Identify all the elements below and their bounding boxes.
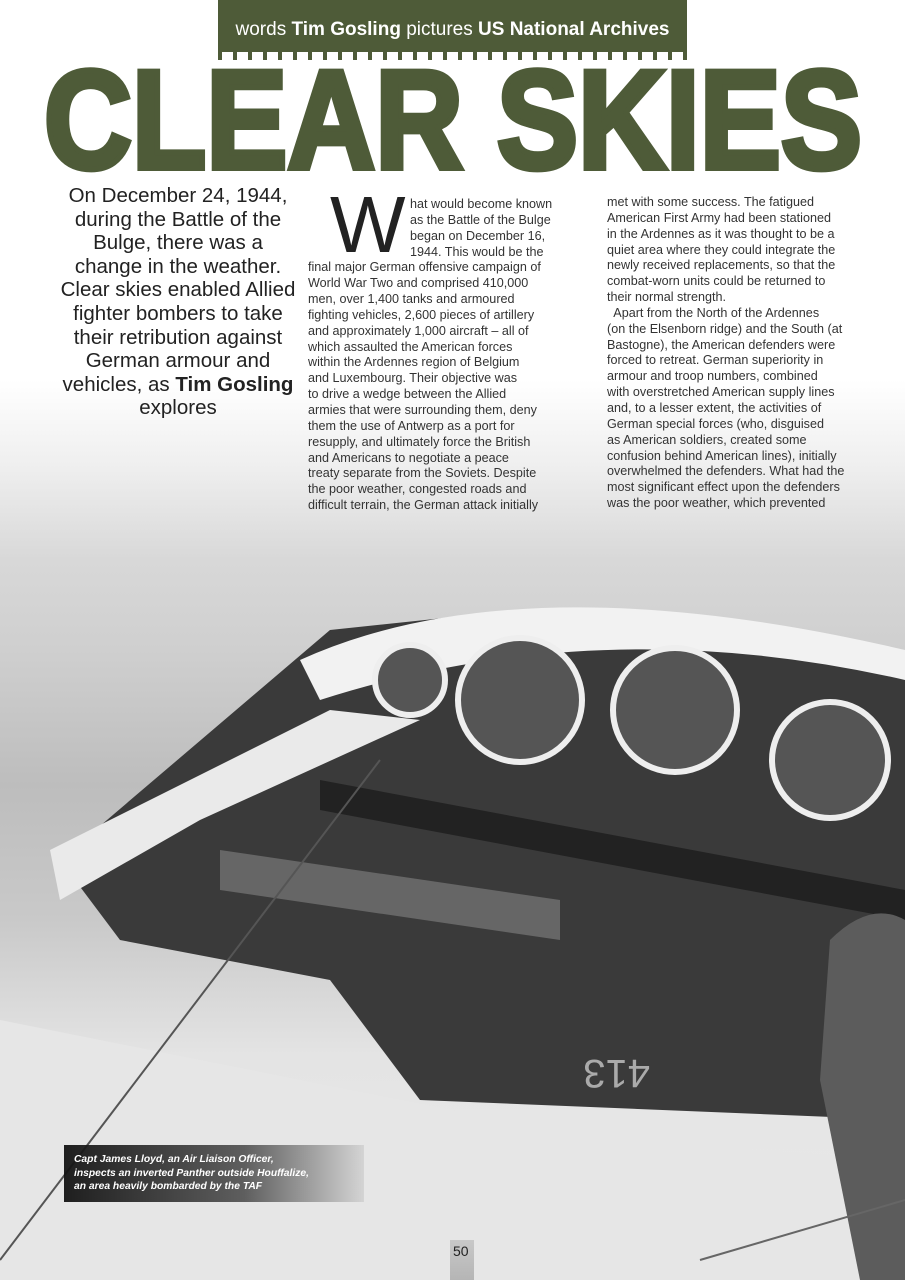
body-text-line: men, over 1,400 tanks and armoured xyxy=(308,292,515,307)
page-title xyxy=(40,62,870,177)
hull-marking: 413 xyxy=(583,1051,650,1095)
body-text-line: treaty separate from the Soviets. Despite xyxy=(308,466,537,481)
body-text-line: them the use of Antwerp as a port for xyxy=(308,418,515,433)
body-text-line: armies that were surrounding them, deny xyxy=(308,402,537,417)
banner-tick-border xyxy=(218,52,687,60)
standfirst xyxy=(58,184,298,420)
body-text-line: resupply, and ultimately force the British xyxy=(308,434,531,449)
body-text-line: most significant effect upon the defenders xyxy=(607,480,840,495)
body-text-line: and, to a lesser extent, the activities of xyxy=(607,400,822,415)
body-text-line: combat-worn units could be returned to xyxy=(607,274,826,289)
body-text-line: difficult terrain, the German attack initially xyxy=(308,498,539,513)
body-text-line: armour and troop numbers, combined xyxy=(607,369,818,384)
caption-line: an area heavily bombarded by the TAF xyxy=(74,1181,263,1192)
standfirst-end: explores xyxy=(139,396,217,420)
byline-words-label: words xyxy=(235,19,287,40)
drop-cap: W xyxy=(330,180,406,269)
byline-banner xyxy=(218,0,687,52)
body-text-line: their normal strength. xyxy=(607,290,726,305)
body-text-line: and Luxembourg. Their objective was xyxy=(308,371,518,386)
body-column-2 xyxy=(607,195,844,512)
body-text-line: began on December 16, xyxy=(410,228,546,243)
body-text-line: met with some success. The fatigued xyxy=(607,195,814,209)
page-number: 50 xyxy=(453,1243,469,1259)
standfirst-text: On December 24, 1944, during the Battle of the Bulge, there was a change in the weather. Clear skies enabled Allied fighter bombers to take their retribution against German armour and vehicles, as xyxy=(60,184,296,396)
body-text-line: as the Battle of the Bulge xyxy=(410,212,551,227)
body-text-line: final major German offensive campaign of xyxy=(308,260,541,275)
body-text-line: was the poor weather, which prevented xyxy=(607,496,826,511)
body-text-line: with overstretched American supply lines xyxy=(607,385,835,400)
body-text-line: 1944. This would be the xyxy=(410,244,544,259)
body-text-line: forced to retreat. German superiority in xyxy=(607,353,824,368)
body-text-line: overwhelmed the defenders. What had the xyxy=(607,464,845,479)
byline-pictures-label: pictures xyxy=(406,19,473,40)
byline-source: US National Archives xyxy=(478,19,670,40)
body-text-line: in the Ardennes as it was thought to be a xyxy=(607,226,835,241)
standfirst-author: Tim Gosling xyxy=(175,372,294,396)
body-text-line: confusion behind American lines), initially xyxy=(607,448,837,463)
body-text-line: hat would become known xyxy=(410,197,553,211)
body-text-line: newly received replacements, so that the xyxy=(607,258,836,273)
body-text-line: to drive a wedge between the Allied xyxy=(308,387,507,402)
body-text-line: and approximately 1,000 aircraft – all of xyxy=(308,323,529,338)
body-text-line: World War Two and comprised 410,000 xyxy=(308,276,529,291)
body-text-line: within the Ardennes region of Belgium xyxy=(308,355,520,370)
body-text-line: as American soldiers, created some xyxy=(607,432,807,447)
byline-author: Tim Gosling xyxy=(291,19,401,40)
body-text-line: American First Army had been stationed xyxy=(607,210,831,225)
body-text-line: Bastogne), the American defenders were xyxy=(607,337,836,352)
body-text-line: German special forces (who, disguised xyxy=(607,416,824,431)
body-column-1 xyxy=(308,197,552,514)
caption-line: Capt James Lloyd, an Air Liaison Officer, xyxy=(74,1154,274,1165)
body-text-line: fighting vehicles, 2,600 pieces of artillery xyxy=(308,307,535,322)
body-text-line: (on the Elsenborn ridge) and the South (at xyxy=(607,321,843,336)
body-text-line: and Americans to negotiate a peace xyxy=(308,450,509,465)
photo-caption xyxy=(64,1145,364,1202)
caption-line: inspects an inverted Panther outside Houffalize, xyxy=(74,1167,309,1179)
body-text-line: Apart from the North of the Ardennes xyxy=(607,305,820,320)
body-text-line: the poor weather, congested roads and xyxy=(308,482,527,497)
page-title-text: CLEAR SKIES xyxy=(44,62,862,177)
body-text-line: quiet area where they could integrate the xyxy=(607,242,836,257)
body-text-line: which assaulted the American forces xyxy=(308,339,513,354)
